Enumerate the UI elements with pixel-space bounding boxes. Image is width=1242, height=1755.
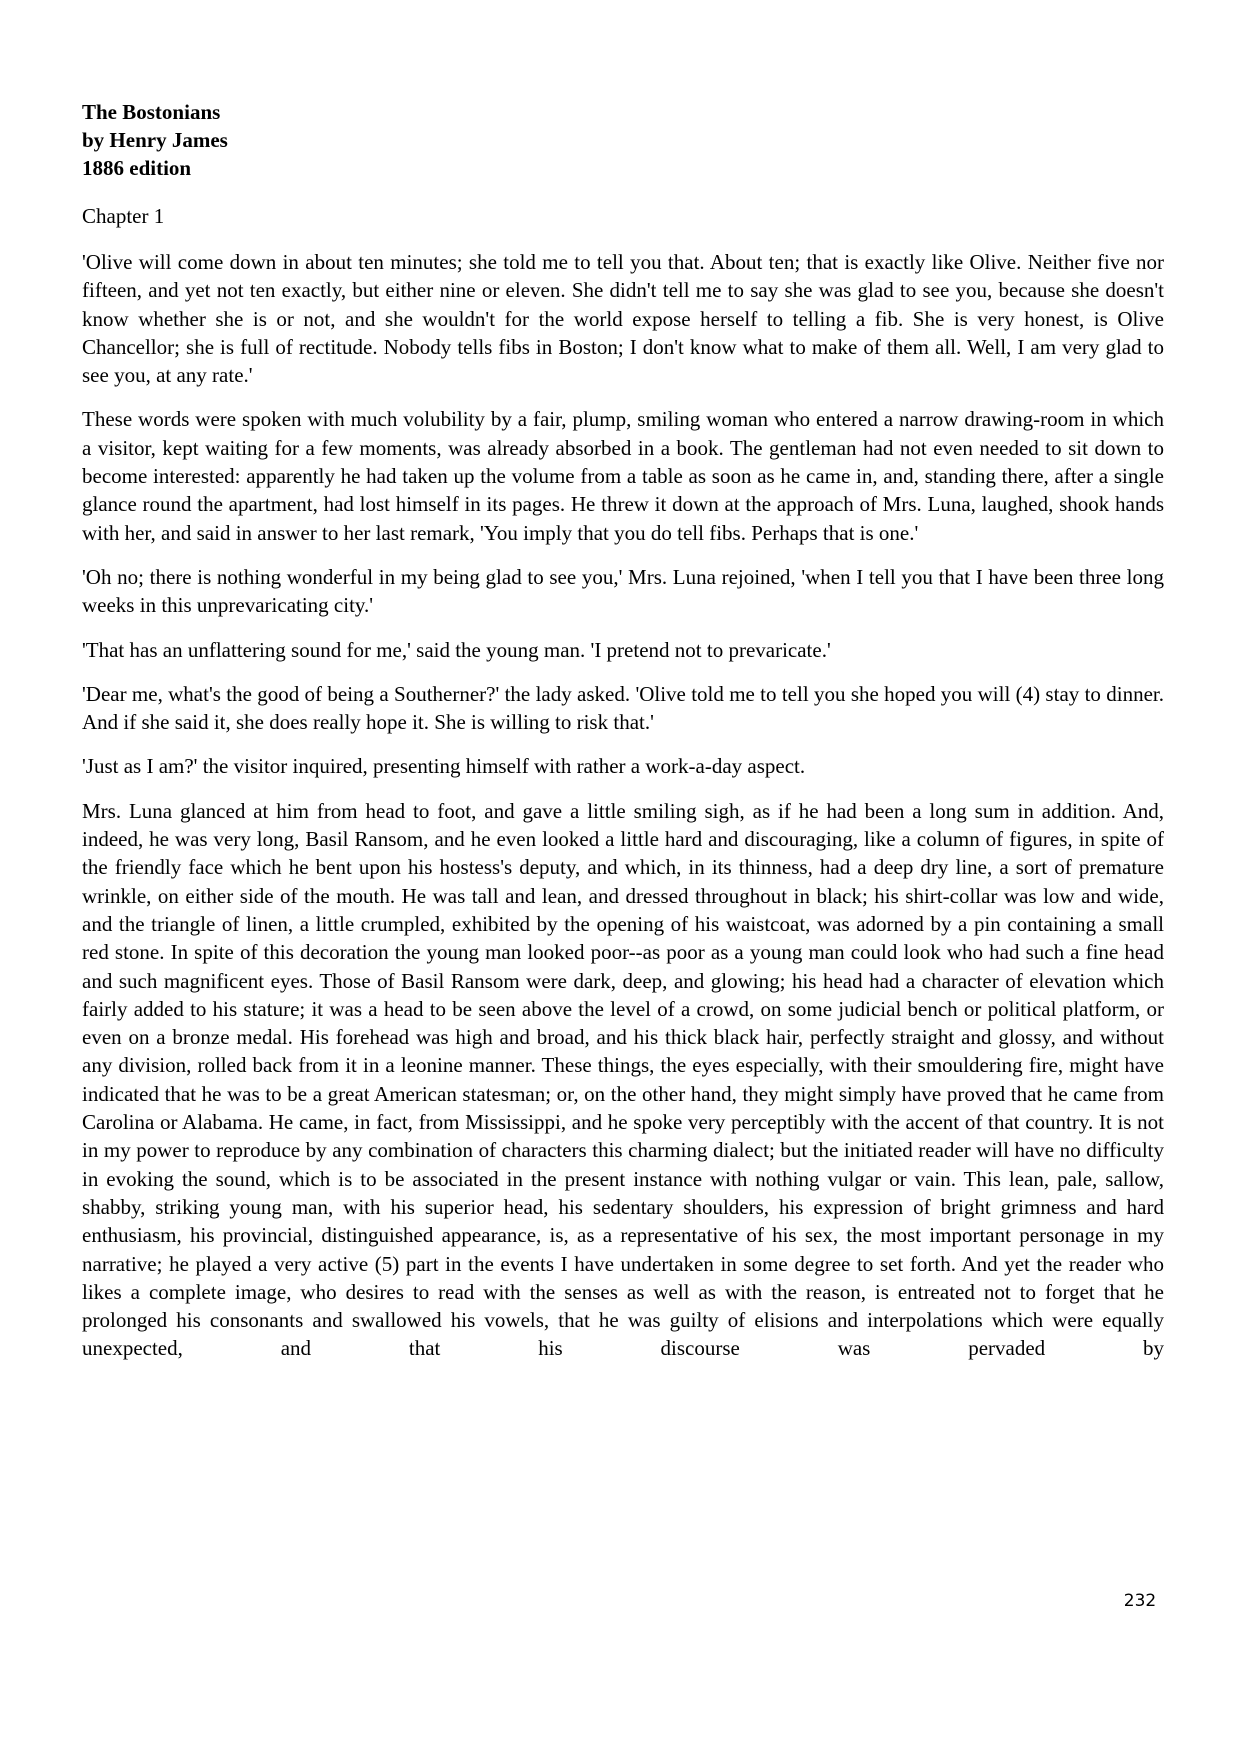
page-number: 232	[1123, 1591, 1157, 1611]
paragraph: These words were spoken with much volubility by a fair, plump, smiling woman who entered a narrow drawing-room in which a visitor, kept waiting for a few moments, was already absorbed in a book. The gentleman had not even needed to sit down to become interested: apparently he had taken up the volume from a table as soon as he came in, and, standing there, after a single glance round the apartment, had lost himself in its pages. He threw it down at the approach of Mrs. Luna, laughed, shook hands with her, and said in answer to her last remark, 'You imply that you do tell fibs. Perhaps that is one.'	[82, 407, 1164, 545]
paragraph: 'Dear me, what's the good of being a Southerner?' the lady asked. 'Olive told me to tell you she hoped you will (4) stay to dinner. And if she said it, she does really hope it. She is willing to risk that.'	[82, 681, 1164, 735]
paragraph: 'That has an unflattering sound for me,' said the young man. 'I pretend not to prevaricate.'	[82, 637, 831, 662]
paragraph: 'Oh no; there is nothing wonderful in my being glad to see you,' Mrs. Luna rejoined, 'when I tell you that I have been three long weeks in this unprevaricating city.'	[82, 564, 1164, 618]
book-title: The Bostonians	[82, 100, 221, 124]
paragraph: Mrs. Luna glanced at him from head to foot, and gave a little smiling sigh, as if he had been a long sum in addition. And, indeed, he was very long, Basil Ransom, and he even looked a little hard and discouraging, like a column of figures, in spite of the friendly face which he bent upon his hostess's deputy, and which, in its thinness, had a deep dry line, a sort of premature wrinkle, on either side of the mouth. He was tall and lean, and dressed throughout in black; his shirt-collar was low and wide, and the triangle of linen, a little crumpled, exhibited by the opening of his waistcoat, was adorned by a pin containing a small red stone. In spite of this decoration the young man looked poor--as poor as a young man could look who had such a fine head and such magnificent eyes. Those of Basil Ransom were dark, deep, and glowing; his head had a character of elevation which fairly added to his stature; it was a head to be seen above the level of a crowd, on some judicial bench or political platform, or even on a bronze medal. His forehead was high and broad, and his thick black hair, perfectly straight and glossy, and without any division, rolled back from it in a leonine manner. These things, the eyes especially, with their smouldering fire, might have indicated that he was to be a great American statesman; or, on the other hand, they might simply have proved that he came from Carolina or Alabama. He came, in fact, from Mississippi, and he spoke very perceptibly with the accent of that country. It is not in my power to reproduce by any combination of characters this charming dialect; but the initiated reader will have no difficulty in evoking the sound, which is to be associated in the present instance with nothing vulgar or vain. This lean, pale, sallow, shabby, striking young man, with his superior head, his sedentary shoulders, his expression of bright grimness and hard enthusiasm, his provincial, distinguished appearance, is, as a representative of his sex, the most important personage in my narrative; he played a very active (5) part in the events I have undertaken in some degree to set forth. And yet the reader who likes a complete image, who desires to read with the senses as well as with the reason, is entreated not to forget that he prolonged his consonants and swallowed his vowels, that he was guilty of elisions and interpolations which were equally unexpected, and that his discourse was pervaded by	[82, 798, 1164, 1361]
book-edition: 1886 edition	[82, 156, 192, 180]
document-page	[82, 98, 1164, 1379]
paragraph: 'Olive will come down in about ten minutes; she told me to tell you that. About ten; that is exactly like Olive. Neither five nor fifteen, and yet not ten exactly, but either nine or eleven. She didn't tell me to say she was glad to see you, because she doesn't know whether she is or not, and she wouldn't for the world expose herself to telling a fib. She is very honest, is Olive Chancellor; she is full of rectitude. Nobody tells fibs in Boston; I don't know what to make of them all. Well, I am very glad to see you, at any rate.'	[82, 250, 1164, 388]
paragraph: 'Just as I am?' the visitor inquired, presenting himself with rather a work-a-day aspect.	[82, 754, 806, 779]
book-author: by Henry James	[82, 128, 228, 152]
title-block	[82, 98, 1164, 182]
chapter-heading: Chapter 1	[82, 204, 165, 228]
